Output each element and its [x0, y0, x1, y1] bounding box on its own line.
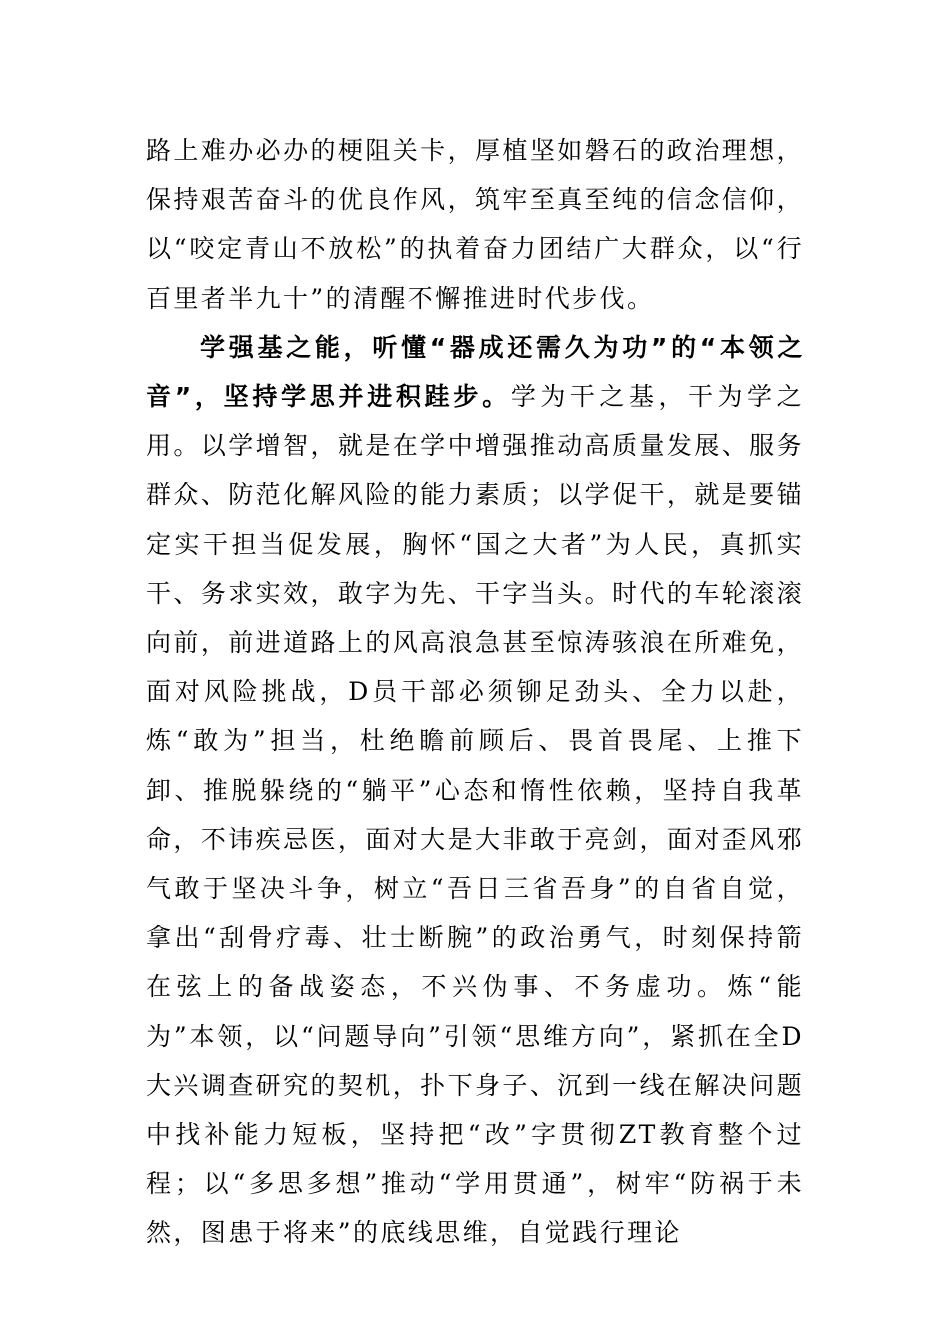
paragraph-continuation: 路上难办必办的梗阻关卡，厚植坚如磐石的政治理想，保持艰苦奋斗的优良作风，筑牢至真至纯的信念信仰，以“咬定青山不放松”的执着奋力团结广大群众，以“行百里者半九十”的清醒不懈推进时代步伐。 [146, 136, 804, 313]
paragraph-heading: 学强基之能，听懂“器成还需久为功”的“本领之音”，坚持学思并进积跬步。 [146, 332, 804, 412]
document-page [146, 126, 804, 1258]
paragraph-ability [146, 323, 804, 1258]
paragraph-body: 学为干之基，干为学之用。以学增智，就是在学中增强推动高质量发展、服务群众、防范化解风险的能力素质；以学促干，就是要锚定实干担当促发展，胸怀“国之大者”为人民，真抓实干、务求实效，敢字为先、干字当头。时代的车轮滚滚向前，前进道路上的风高浪急甚至惊涛骇浪在所难免，面对风险挑战，D员干部必须铆足劲头、全力以赴，炼“敢为”担当，杜绝瞻前顾后、畏首畏尾、上推下卸、推脱躲绕的“躺平”心态和惰性依赖，坚持自我革命，不讳疾忌医，面对大是大非敢于亮剑，面对歪风邪气敢于坚决斗争，树立“吾日三省吾身”的自省自觉，拿出“刮骨疗毒、壮士断腕”的政治勇气，时刻保持箭在弦上的备战姿态，不兴伪事、不务虚功。炼“能为”本领，以“问题导向”引领“思维方向”，紧抓在全D大兴调查研究的契机，扑下身子、沉到一线在解决问题中找补能力短板，坚持把“改”字贯彻ZT教育整个过程；以“多思多想”推动“学用贯通”，树牢“防祸于未然，图患于将来”的底线思维，自觉践行理论 [146, 382, 804, 1248]
